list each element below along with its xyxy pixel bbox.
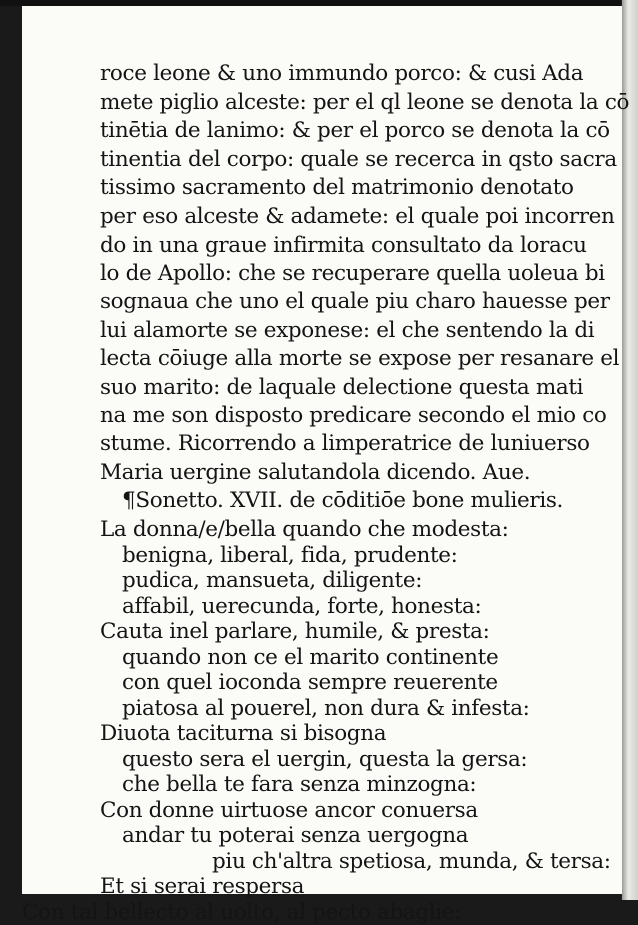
verse-line-1: La donna/e/bella quando che modesta: xyxy=(100,517,509,542)
prose-line-2: mete piglio alceste: per el ql leone se denota la cō xyxy=(100,90,630,115)
prose-line-15: Maria uergine salutandola dicendo. Aue. xyxy=(100,460,531,485)
prose-line-12: suo marito: de laquale delectione questa mati xyxy=(100,375,584,400)
verse-line-15: Et si serai respersa xyxy=(100,874,305,899)
verse-line-9: Diuota taciturna si bisogna xyxy=(100,721,387,746)
verse-line-13: andar tu poterai senza uergogna xyxy=(122,823,469,848)
verse-line-4: affabil, uerecunda, forte, honesta: xyxy=(122,593,482,619)
prose-line-6: per eso alceste & adamete: el quale poi incorren xyxy=(100,204,615,229)
prose-line-4: tinentia del corpo: quale se recerca in qsto sacra xyxy=(100,147,617,172)
prose-line-13: na me son disposto predicare secondo el mio co xyxy=(100,403,607,428)
prose-line-10: lui alamorte se exponese: el che sentendo la di xyxy=(100,318,595,343)
sonnet-heading xyxy=(122,489,563,513)
verse-line-5: Cauta inel parlare, humile, & presta: xyxy=(100,619,490,644)
prose-line-5: tissimo sacramento del matrimonio denotato xyxy=(100,175,574,200)
sonnet-heading-text: Sonetto. XVII. de cōditiōe bone mulieris. xyxy=(135,488,564,513)
prose-line-8: lo de Apollo: che se recuperare quella uoleua bi xyxy=(100,261,605,286)
verse-line-12: Con donne uirtuose ancor conuersa xyxy=(100,797,478,823)
prose-line-9: sognaua che uno el quale piu charo hauesse per xyxy=(100,289,610,314)
book-page xyxy=(22,6,630,925)
verse-line-11: che bella te fara senza minzogna: xyxy=(122,772,477,797)
verse-line-3: pudica, mansueta, diligente: xyxy=(122,568,423,593)
paragraph-mark: ¶ xyxy=(122,488,136,513)
prose-line-1: roce leone & uno immundo porco: & cusi Ada xyxy=(100,61,584,86)
verse-line-10: questo sera el uergin, questa la gersa: xyxy=(122,746,528,772)
verse-line-14: piu ch'altra spetiosa, munda, & tersa: xyxy=(212,848,611,874)
prose-line-14: stume. Ricorrendo a limperatrice de luniuerso xyxy=(100,431,590,456)
verse-line-8: piatosa al pouerel, non dura & infesta: xyxy=(122,695,530,721)
prose-line-3: tinētia de lanimo: & per el porco se denota la cō xyxy=(100,118,610,143)
prose-line-11: lecta cōiuge alla morte se expose per resanare el xyxy=(100,346,620,371)
verse-line-7: con quel ioconda sempre reuerente xyxy=(122,670,498,695)
verse-line-6: quando non ce el marito continente xyxy=(122,644,499,670)
prose-line-7: do in una graue infirmita consultato da loracu xyxy=(100,233,587,258)
book-spine-edge xyxy=(621,0,638,900)
verse-line-2: benigna, liberal, fida, prudente: xyxy=(122,542,458,568)
verse-line-16: Con tal bellecto al uolto, al pecto abaglie: xyxy=(22,899,462,925)
